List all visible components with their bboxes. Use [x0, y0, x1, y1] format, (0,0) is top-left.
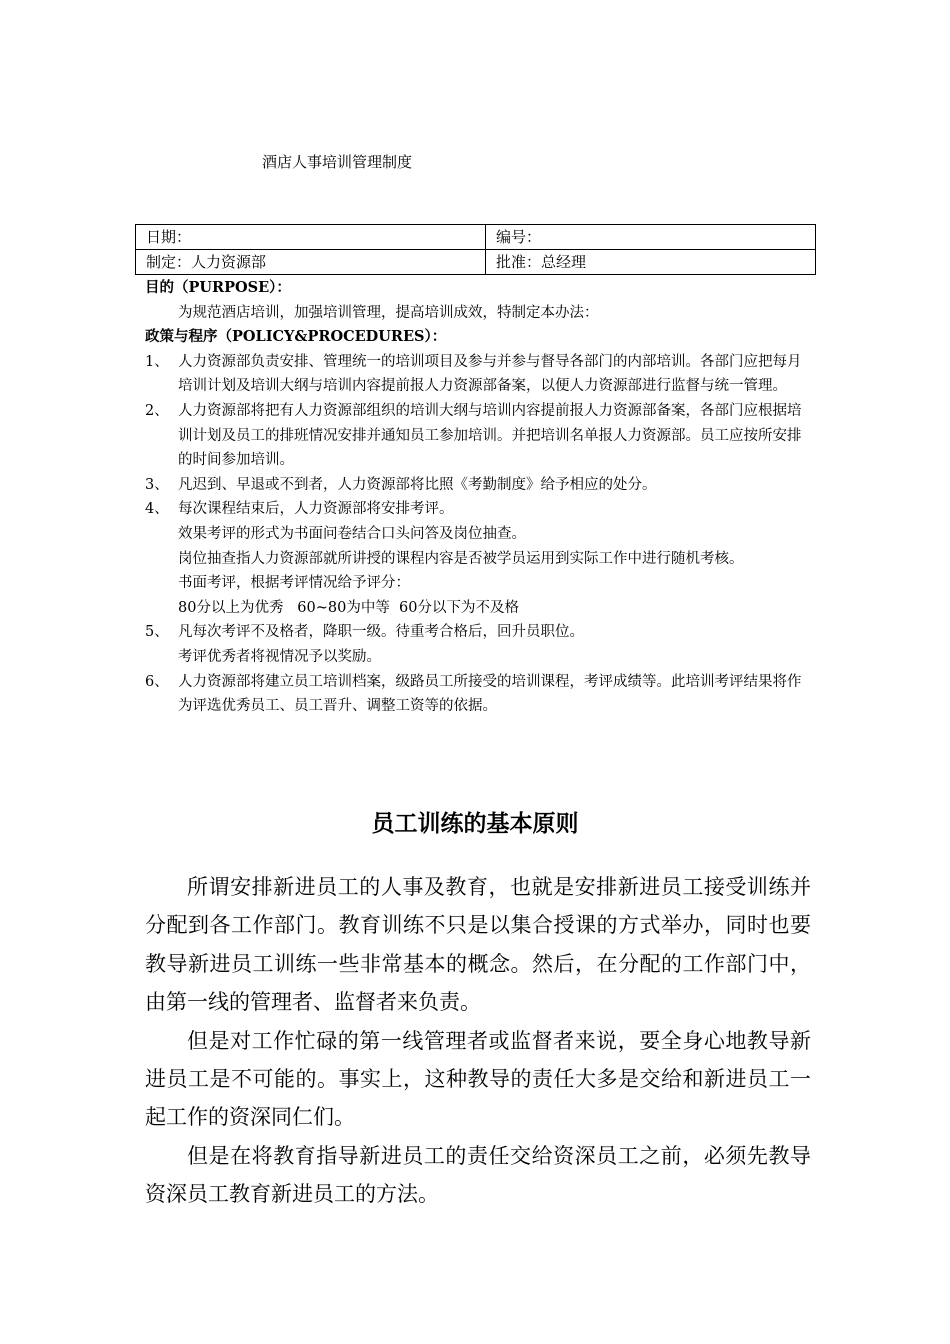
policy-item	[145, 497, 815, 522]
item-number: 4、	[145, 501, 169, 518]
item4-sub-line: 效果考评的形式为书面问卷结合口头问答及岗位抽查。	[178, 525, 526, 542]
item-number: 5、	[145, 624, 169, 641]
paragraph: 但是对工作忙碌的第一线管理者或监督者来说，要全身心地教导新进员工是不可能的。事实上，这种教导的责任大多是交给和新进员工一起工作的资深同仁们。	[145, 1028, 811, 1130]
policy-item	[145, 399, 815, 473]
policy-heading: 政策与程序（POLICY&PROCEDURES）：	[145, 328, 447, 346]
item-number: 2、	[145, 402, 169, 419]
info-row	[136, 225, 816, 250]
item4-sub-line: 80分以上为优秀 60~80为中等 60分以下为不及格	[178, 599, 519, 616]
policy-item	[145, 670, 815, 719]
item5-sub-line: 考评优秀者将视情况予以奖励。	[178, 648, 381, 665]
info-table	[135, 224, 816, 275]
info-row	[136, 250, 816, 275]
item4-sub-line: 书面考评，根据考评情况给予评分：	[178, 575, 410, 592]
policy-section	[145, 276, 815, 719]
prepared-by-cell: 制定：人力资源部	[136, 250, 486, 275]
item-text: 人力资源部将把有人力资源部组织的培训大纲与培训内容提前报人力资源部备案，各部门应根据培训计划及员工的排班情况安排并通知员工参加培训。并把培训名单报人力资源部。员工应按所安排的时间参加培训。	[178, 402, 802, 469]
item-text: 凡每次考评不及格者，降职一级。待重考合格后，回升员职位。	[178, 624, 584, 641]
item-text: 凡迟到、早退或不到者，人力资源部将比照《考勤制度》给予相应的处分。	[178, 476, 657, 493]
body-text	[145, 868, 811, 1214]
document-title: 酒店人事培训管理制度	[262, 153, 413, 171]
item-text: 每次课程结束后，人力资源部将安排考评。	[178, 501, 454, 518]
approved-by-cell: 批准：总经理	[486, 250, 816, 275]
paragraph: 所谓安排新进员工的人事及教育，也就是安排新进员工接受训练并分配到各工作部门。教育训练不只是以集合授课的方式举办，同时也要教导新进员工训练一些非常基本的概念。然后，在分配的工作部门中，由第一线的管理者、监督者来负责。	[145, 875, 811, 1015]
date-cell: 日期：	[136, 225, 486, 250]
item-text: 人力资源部将建立员工培训档案，级路员工所接受的培训课程，考评成绩等。此培训考评结果将作为评选优秀员工、员工晋升、调整工资等的依据。	[178, 673, 802, 715]
item-text: 人力资源部负责安排、管理统一的培训项目及参与并参与督导各部门的内部培训。各部门应把每月培训计划及培训大纲与培训内容提前报人力资源部备案，以便人力资源部进行监督与统一管理。	[178, 353, 802, 395]
policy-item	[145, 350, 815, 399]
purpose-heading: 目的（PURPOSE）：	[145, 279, 291, 296]
policy-item	[145, 473, 815, 498]
purpose-text: 为规范酒店培训，加强培训管理，提高培训成效，特制定本办法：	[178, 304, 599, 321]
item-number: 1、	[145, 353, 169, 370]
policy-item	[145, 620, 815, 645]
item-number: 3、	[145, 476, 169, 493]
number-cell: 编号：	[486, 225, 816, 250]
item4-sub-line: 岗位抽查指人力资源部就所讲授的课程内容是否被学员运用到实际工作中进行随机考核。	[178, 550, 744, 567]
paragraph: 但是在将教育指导新进员工的责任交给资深员工之前，必须先教导资深员工教育新进员工的方法。	[145, 1143, 811, 1207]
section-title: 员工训练的基本原则	[371, 811, 579, 837]
item-number: 6、	[145, 673, 169, 690]
